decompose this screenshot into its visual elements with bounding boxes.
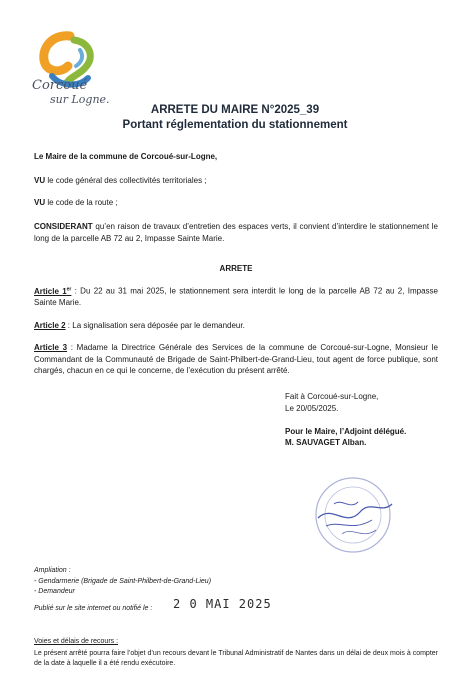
article-3-label: Article 3 xyxy=(34,343,68,352)
signature-date: Le 20/05/2025. xyxy=(285,404,339,413)
official-seal-icon xyxy=(312,474,394,556)
signature-place: Fait à Corcoué-sur-Logne, xyxy=(285,392,379,401)
vu-code-route xyxy=(34,197,438,209)
ampliation-item: - Demandeur xyxy=(34,588,75,595)
recours-title: Voies et délais de recours : xyxy=(34,638,119,645)
ampliation-item: - Gendarmerie (Brigade de Saint-Philbert-de-Grand-Lieu) xyxy=(34,578,212,585)
arrete-heading: ARRETE xyxy=(219,264,253,273)
article-3-text: : Madame la Directrice Générale des Services de la commune de Corcoué-sur-Logne, Monsieur le Commandant de la Communauté de Brigade de Saint-Philbert-de-Grand-Lieu, tout agent de force publique, sont chargés, chacun en ce qui le concerne, de l’exécution du présent arrêté. xyxy=(34,343,438,375)
logo-text-line2: sur Logne. xyxy=(50,93,110,106)
article-2-text: : La signalisation sera déposée par le demandeur. xyxy=(65,321,245,330)
ampliation-title: Ampliation : xyxy=(34,567,71,574)
arrete-title: ARRETE DU MAIRE N°2025_39 xyxy=(150,104,320,116)
article-1 xyxy=(34,284,438,309)
recours-text: Le présent arrêté pourra faire l’objet d’un recours devant le Tribunal Administratif de Nantes dans un délai de deux mois à compter de la date à laquelle il a été rendu exécutoire. xyxy=(34,650,438,667)
intro-mayor: Le Maire de la commune de Corcoué-sur-Logne, xyxy=(34,152,218,161)
article-2-label: Article 2 xyxy=(34,321,66,330)
title-block xyxy=(110,104,360,131)
logo-text-line1: Corcoué xyxy=(32,78,88,93)
considerant-text: qu’en raison de travaux d’entretien des espaces verts, il convient d’interdire le stationnement le long de la parcelle AB 72 au 2, Impasse Sainte Marie. xyxy=(34,222,438,243)
article-1-text: : Du 22 au 31 mai 2025, le stationnement sera interdit le long de la parcelle AB 72 au 2, Impasse Sainte Marie. xyxy=(34,286,438,308)
considerant-label: CONSIDERANT xyxy=(34,222,93,231)
vu-label: VU xyxy=(34,176,46,185)
article-3 xyxy=(34,342,438,377)
considerant xyxy=(34,221,438,244)
publie-label: Publié sur le site internet ou notifié le : xyxy=(34,605,153,612)
publication-date-stamp: 2 0 MAI 2025 xyxy=(173,597,272,611)
arrete-subtitle: Portant réglementation du stationnement xyxy=(122,119,348,131)
article-1-label: Article 1er xyxy=(34,286,72,296)
signature-for-mayor: Pour le Maire, l’Adjoint délégué. xyxy=(285,427,407,436)
vu-label: VU xyxy=(34,198,46,207)
article-2 xyxy=(34,320,438,332)
vu-text: le code général des collectivités territoriales ; xyxy=(45,176,207,185)
signature-name: M. SAUVAGET Alban. xyxy=(285,438,367,447)
vu-text: le code de la route ; xyxy=(45,198,118,207)
vu-cgct xyxy=(34,175,438,187)
